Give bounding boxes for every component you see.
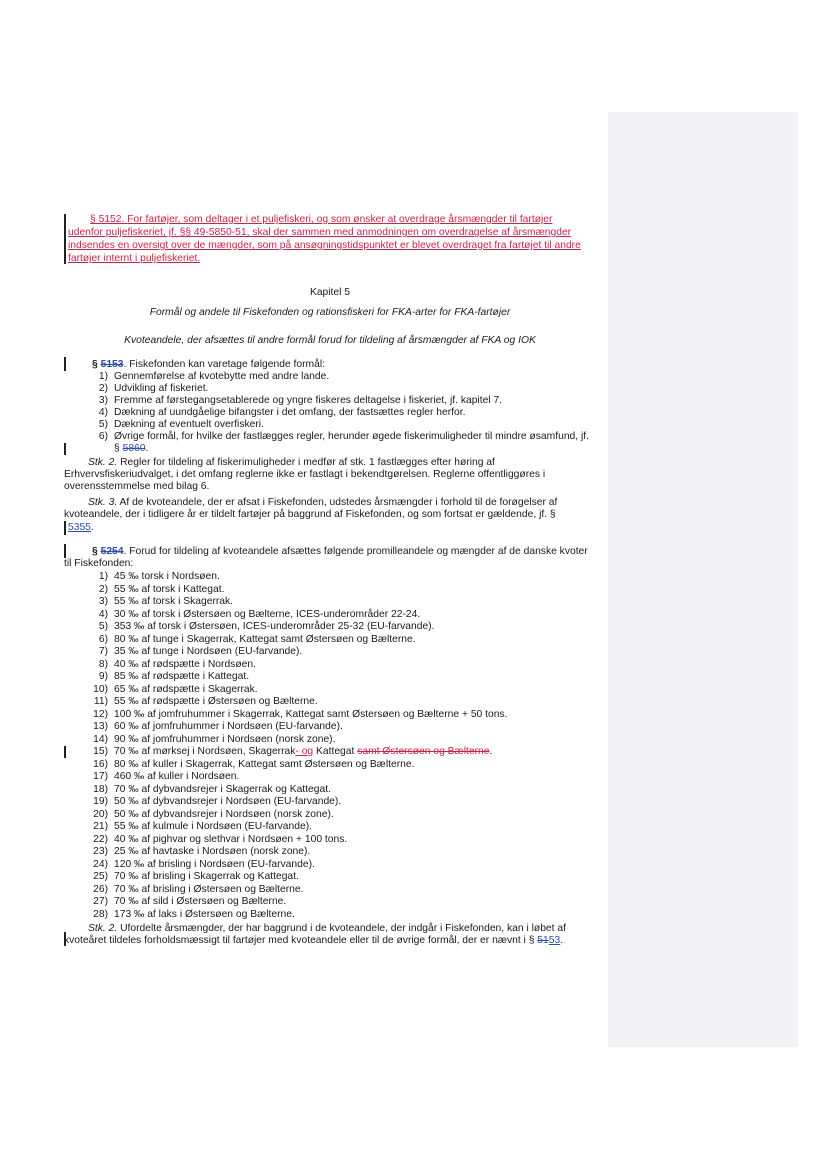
- deleted-text: samt Østersøen og Bælterne: [357, 746, 490, 757]
- para51-line2: udenfor puljefiskeriet, jf. §§ 49-5850-51, skal der sammen med anmodningen om overdragelse af årsmængder: [68, 227, 572, 238]
- list-item: [84, 746, 492, 758]
- list-item: [84, 571, 220, 583]
- change-bar: [64, 544, 66, 558]
- list-item: [84, 809, 334, 821]
- para53-stk2-line2: Erhvervsfiskeriudvalget, i det omfang reglerne ikke er fastlagt i bekendtgørelsen. Reglerne offentliggøres i: [64, 469, 546, 480]
- list-item: 3) Fremme af førstegangsetablerede og yngre fiskeres deltagelse i fiskeriet, jf. kapitel 7.: [98, 395, 503, 406]
- change-bar: [64, 357, 66, 371]
- list-item: [84, 596, 233, 608]
- para54-stk2-line1: Stk. 2. Ufordelte årsmængder, der har baggrund i de kvoteandele, der indgår i Fiskefonden, kan i løbet af: [88, 923, 566, 934]
- list-item-number: 25): [93, 871, 108, 882]
- list-item-text: 45 ‰ torsk i Nordsøen.: [114, 571, 220, 582]
- list-item-text: 80 ‰ af kuller i Skagerrak, Kattegat samt Østersøen og Bælterne.: [114, 758, 415, 770]
- list-item: 4) Dækning af uundgåelige bifangster i det omfang, der fastsættes regler herfor.: [98, 407, 466, 418]
- list-item: 5) Dækning af eventuelt overfiskeri.: [98, 419, 264, 430]
- list-item: [84, 696, 318, 708]
- change-bar: [64, 443, 66, 455]
- list-item-text: 90 ‰ af jomfruhummer i Nordsøen (norsk zone).: [114, 733, 336, 745]
- list-item: [84, 634, 416, 646]
- para53-intro: § 5153. Fiskefonden kan varetage følgende formål:: [92, 359, 325, 370]
- list-item-number: 22): [93, 833, 108, 845]
- change-bar: [64, 521, 66, 535]
- list-item-number: 27): [93, 896, 108, 907]
- list-item-text: Kattegat: [313, 746, 358, 757]
- list-item: [84, 896, 286, 908]
- list-item-text: 35 ‰ af tunge i Nordsøen (EU-farvande).: [114, 646, 303, 657]
- list-item-number: 8): [98, 658, 108, 670]
- list-item-text: 30 ‰ af torsk i Østersøen og Bælterne, ICES-underområder 22-24.: [114, 608, 421, 620]
- list-item-number: 1): [98, 571, 108, 582]
- list-item-text: 60 ‰ af jomfruhummer i Nordsøen (EU-farvande).: [114, 721, 343, 732]
- list-item-number: 18): [93, 783, 108, 795]
- list-item: [84, 659, 256, 671]
- list-item-number: 24): [93, 858, 108, 870]
- list-item-number: 10): [93, 683, 108, 695]
- list-item-text: 50 ‰ af dybvandsrejer i Nordsøen (norsk zone).: [114, 808, 334, 820]
- list-item-text: 70 ‰ af dybvandsrejer i Skagerrak og Kattegat.: [114, 783, 331, 795]
- list-item-text: 80 ‰ af tunge i Skagerrak, Kattegat samt Østersøen og Bælterne.: [114, 633, 416, 645]
- list-item: [84, 846, 310, 858]
- list-item-text: 120 ‰ af brisling i Nordsøen (EU-farvande).: [114, 858, 315, 870]
- list-item: 1) Gennemførelse af kvotebytte med andre lande.: [98, 371, 330, 382]
- list-item: 2) Udvikling af fiskeriet.: [98, 383, 209, 394]
- list-item-text: 55 ‰ af torsk i Skagerrak.: [114, 596, 234, 607]
- para53-section-old: 5153: [100, 359, 124, 370]
- list-item-text: 50 ‰ af dybvandsrejer i Nordsøen (EU-farvande).: [114, 796, 342, 807]
- list-item-number: 28): [93, 908, 108, 920]
- list-item: 6) Øvrige formål, for hvilke der fastlægges regler, herunder øgede fiskerimuligheder til mindre øsamfund, jf.: [98, 431, 590, 442]
- list-item: [84, 721, 343, 733]
- inserted-text: - og: [295, 746, 314, 757]
- para53-stk3-line1: Stk. 3. Af de kvoteandele, der er afsat i Fiskefonden, udstedes årsmængder i forhold til de forøgelser af: [88, 497, 558, 508]
- list-item: [84, 734, 335, 746]
- list-item-text: 55 ‰ af rødspætte i Østersøen og Bælterne.: [114, 696, 318, 707]
- para53-stk3-line2: kvoteandele, der i tidligere år er tildelt fartøjer på baggrund af Fiskefonden, og som fortsat er gældende, jf. §: [64, 509, 556, 520]
- para51-line3: indsendes en oversigt over de mængder, som på ansøgningstidspunktet er blevet overdraget fra fartøjet til andre: [68, 240, 581, 251]
- section-heading: Kvoteandele, der afsættes til andre formål forud for tildeling af årsmængder af FKA og IOK: [124, 335, 536, 346]
- list-item-text: 353 ‰ af torsk i Østersøen, ICES-underområder 25-32 (EU-farvande).: [114, 621, 435, 632]
- list-item: [84, 859, 315, 871]
- list-item-number: 2): [98, 583, 108, 595]
- list-item-number: 15): [93, 746, 108, 757]
- list-item-number: 7): [98, 646, 108, 657]
- list-item: [84, 821, 312, 833]
- list-item-ref: § 5860.: [114, 443, 149, 454]
- para54-stk2-line2: kvoteåret tildeles forholdsmæssigt til fartøjer med kvoteandele eller til de øvrige formål, der er nævnt i § 5153.: [64, 935, 564, 946]
- list-item: [84, 759, 414, 771]
- list-item: [84, 771, 239, 783]
- list-item-text: 70 ‰ af mørksej i Nordsøen, Skagerrak: [114, 746, 296, 757]
- list-item: [84, 796, 341, 808]
- list-item: [84, 709, 507, 721]
- list-item-number: 5): [98, 621, 108, 632]
- para54-section-old: 5254: [100, 546, 124, 557]
- list-item-number: 3): [98, 596, 108, 607]
- list-item: [84, 671, 249, 683]
- list-item-number: 26): [93, 883, 108, 895]
- para53-stk2-line3: overensstemmelse med bilag 6.: [64, 481, 210, 492]
- para54-intro: § 5254. Forud for tildeling af kvoteandele afsættes følgende promilleandele og mængder af de danske kvoter: [92, 546, 588, 557]
- list-item-number: 16): [93, 758, 108, 770]
- chapter-subtitle: Formål og andele til Fiskefonden og rationsfiskeri for FKA-arter for FKA-fartøjer: [149, 307, 511, 318]
- para51-section: § 5152.: [90, 214, 125, 225]
- list-item-text: .: [489, 746, 493, 757]
- list-item: [84, 609, 420, 621]
- para53-stk3-ref: 5355.: [68, 522, 94, 533]
- list-item-text: 25 ‰ af havtaske i Nordsøen (norsk zone).: [114, 846, 311, 857]
- list-item: [84, 884, 303, 896]
- list-item-number: 19): [93, 796, 108, 807]
- list-item-number: 14): [93, 733, 108, 745]
- list-item-text: 55 ‰ af kulmule i Nordsøen (EU-farvande).: [114, 821, 313, 832]
- list-item: [84, 909, 295, 921]
- para51-line1: § 5152. For fartøjer, som deltager i et puljefiskeri, og som ønsker at overdrage årsmængder til fartøjer: [90, 214, 553, 225]
- list-item-number: 4): [98, 608, 108, 620]
- list-item: [84, 621, 434, 633]
- list-item: [84, 871, 299, 883]
- list-item: [84, 784, 331, 796]
- list-item: [84, 584, 224, 596]
- list-item: [84, 646, 302, 658]
- list-item-text: 70 ‰ af brisling i Østersøen og Bælterne.: [114, 883, 304, 895]
- change-bar: [64, 214, 66, 264]
- para53-stk2-line1: Stk. 2. Regler for tildeling af fiskerimuligheder i medfør af stk. 1 fastlægges efter høring af: [88, 457, 495, 468]
- list-item-number: 9): [98, 671, 108, 682]
- change-bar: [64, 746, 66, 758]
- list-item-number: 20): [93, 808, 108, 820]
- list-item-number: 23): [93, 846, 108, 857]
- list-item-text: 460 ‰ af kuller i Nordsøen.: [114, 771, 240, 782]
- list-item-text: 70 ‰ af brisling i Skagerrak og Kattegat.: [114, 871, 299, 882]
- para54-intro-line2: til Fiskefonden:: [64, 558, 134, 569]
- list-item-text: 55 ‰ af torsk i Kattegat.: [114, 583, 225, 595]
- list-item-number: 13): [93, 721, 108, 732]
- list-item-number: 17): [93, 771, 108, 782]
- list-item-number: 11): [93, 696, 108, 707]
- chapter-title: Kapitel 5: [309, 287, 351, 298]
- list-item-text: 100 ‰ af jomfruhummer i Skagerrak, Kattegat samt Østersøen og Bælterne + 50 tons.: [114, 708, 508, 720]
- list-item-text: 40 ‰ af rødspætte i Nordsøen.: [114, 658, 256, 670]
- list-item-text: 70 ‰ af sild i Østersøen og Bælterne.: [114, 896, 287, 907]
- list-item-number: 21): [93, 821, 108, 832]
- list-item: [84, 684, 258, 696]
- list-item-text: 40 ‰ af pighvar og slethvar i Nordsøen + 100 tons.: [114, 833, 348, 845]
- list-item-number: 12): [93, 708, 108, 720]
- list-item-text: 85 ‰ af rødspætte i Kattegat.: [114, 671, 250, 682]
- list-item-number: 6): [98, 633, 108, 645]
- para51-line4: fartøjer internt i puljefiskeriet.: [68, 253, 201, 264]
- list-item: [84, 834, 347, 846]
- list-item-text: 173 ‰ af laks i Østersøen og Bælterne.: [114, 908, 295, 920]
- list-item-text: 65 ‰ af rødspætte i Skagerrak.: [114, 683, 258, 695]
